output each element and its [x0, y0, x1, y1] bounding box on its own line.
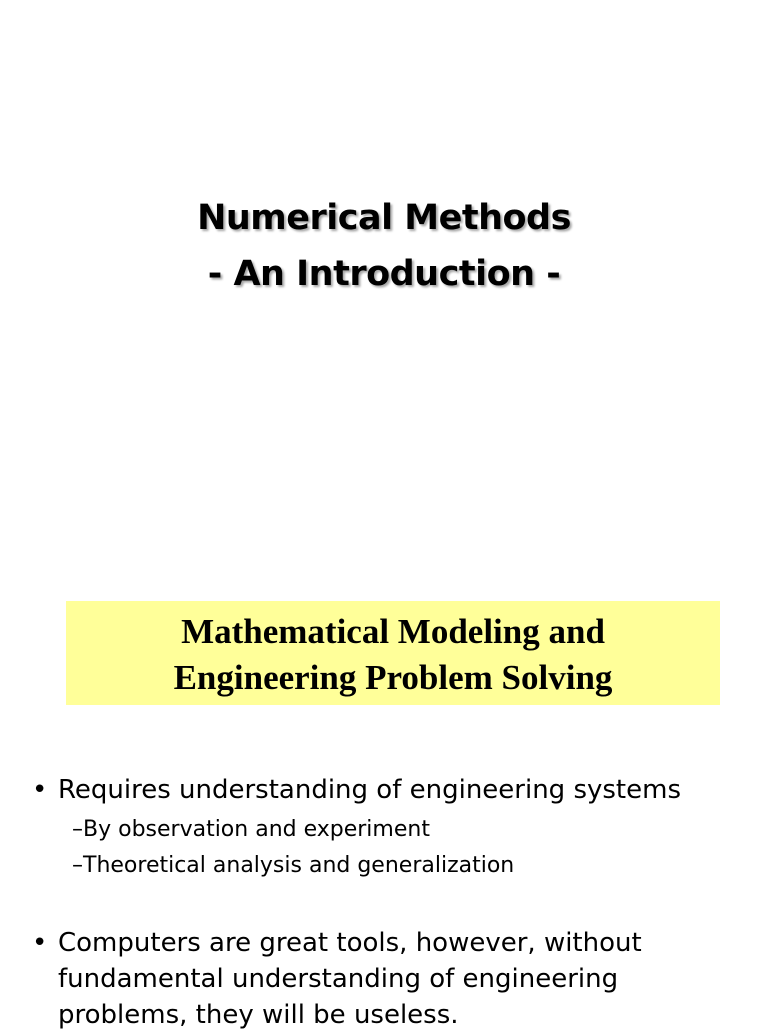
bullet-text: Requires understanding of engineering systems — [58, 775, 681, 805]
sub-item: –By observation and experiment — [72, 817, 430, 842]
bullet-item — [32, 772, 732, 808]
banner-line-2: Engineering Problem Solving — [173, 658, 613, 697]
sub-item: –Theoretical analysis and generalization — [72, 853, 515, 878]
title-line-2: - An Introduction - — [207, 254, 561, 294]
banner-line-1: Mathematical Modeling and — [181, 612, 605, 651]
bullet-item — [32, 925, 652, 1033]
title-line-1: Numerical Methods — [197, 198, 571, 238]
bullet-text: Computers are great tools, however, without fundamental understanding of engineering problems, they will be useless. — [58, 928, 642, 1030]
bullet-marker: • — [32, 928, 48, 958]
bullet-marker: • — [32, 775, 48, 805]
